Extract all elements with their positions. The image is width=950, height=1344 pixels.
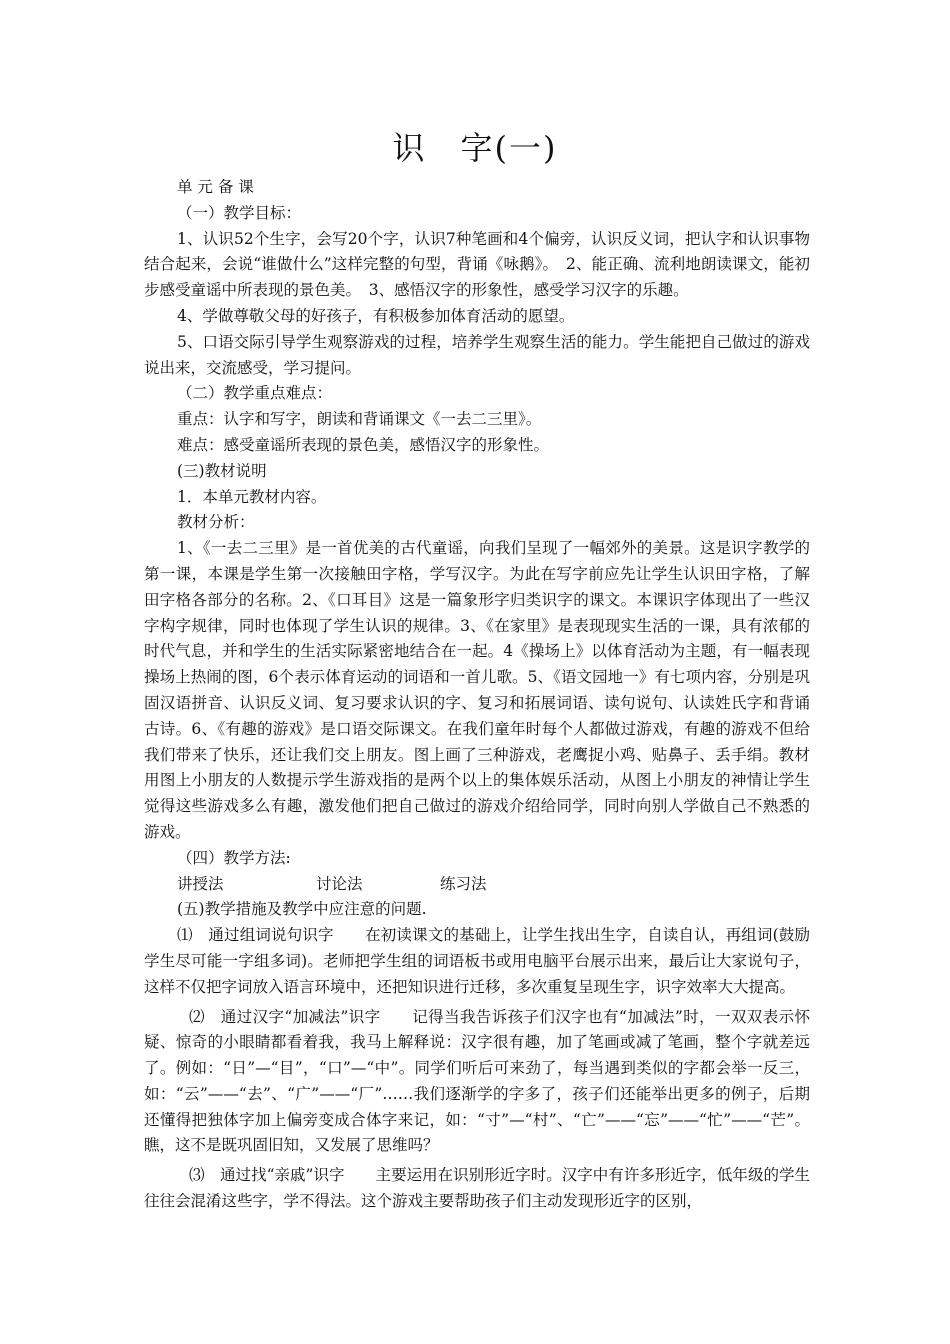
- materials-item: 1．本单元教材内容。: [177, 487, 327, 506]
- analysis-heading: 教材分析：: [177, 513, 255, 532]
- section-heading-objectives: （一）教学目标：: [177, 203, 302, 222]
- methods-row: [144, 872, 810, 898]
- objective-paragraph: 4、学做尊敬父母的好孩子，有积极参加体育活动的愿望。: [177, 306, 575, 325]
- section-heading-measures: (五)教学措施及教学中应注意的问题.: [177, 900, 427, 919]
- measure-paragraph: ⑶ 通过找“亲戚”识字 主要运用在识别形近字时。汉字中有许多形近字，低年级的学生往往会混淆这些字，学不得法。这个游戏主要帮助孩子们主动发现形近字的区别，: [144, 1166, 810, 1211]
- objective-paragraph: 1、认识52个生字，会写20个字，认识7种笔画和4个偏旁，认识反义词，把认字和认识事物结合起来，会说“谁做什么”这样完整的句型，背诵《咏鹅》。 2、能正确、流利地朗读课文，能初步感受童谣中所表现的景色美。 3、感悟汉字的形象性，感受学习汉字的乐趣。: [144, 229, 810, 300]
- analysis-paragraph: 1、《一去二三里》是一首优美的古代童谣，向我们呈现了一幅郊外的美景。这是识字教学的第一课，本课是学生第一次接触田字格，学写汉字。为此在写字前应先让学生认识田字格，了解田字格各部分的名称。2、《口耳目》这是一篇象形字归类识字的课文。本课识字体现出了一些汉字构字规律，同时也体现了学生认识的规律。3、《在家里》是表现现实生活的一课，具有浓郁的时代气息，并和学生的生活实际紧密地结合在一起。4《操场上》以体育活动为主题，有一幅表现操场上热闹的图，6个表示体育运动的词语和一首儿歌。5、《语文园地一》有七项内容，分别是巩固汉语拼音、认识反义词、复习要求认识的字、复习和拓展词语、读句说句、认读姓氏字和背诵古诗。6、《有趣的游戏》是口语交际课文。在我们童年时每个人都做过游戏，有趣的游戏不但给我们带来了快乐，还让我们交上朋友。图上画了三种游戏，老鹰捉小鸡、贴鼻子、丢手绢。教材用图上小朋友的人数提示学生游戏指的是两个以上的集体娱乐活动，从图上小朋友的神情让学生觉得这些游戏多么有趣，激发他们把自己做过的游戏介绍给同学，同时向别人学做自己不熟悉的游戏。: [144, 539, 810, 841]
- unit-heading: 单 元 备 课: [177, 178, 254, 196]
- objective-paragraph: 5、口语交际引导学生观察游戏的过程，培养学生观察生活的能力。学生能把自己做过的游戏说出来，交流感受，学习提问。: [144, 332, 810, 377]
- key-point-paragraph: 重点：认字和写字，朗读和背诵课文《一去二三里》。: [177, 410, 542, 429]
- difficulty-paragraph: 难点：感受童谣所表现的景色美，感悟汉字的形象性。: [177, 435, 550, 454]
- document-body: [144, 175, 810, 1215]
- measure-paragraph: ⑵ 通过汉字“加减法”识字 记得当我告诉孩子们汉字也有“加减法”时，一双双表示怀疑、惊奇的小眼睛都看着我，我马上解释说：汉字很有趣，加了笔画或减了笔画，整个字就差远了。例如：“日”—“目”，“口”—“中”。同学们听后可来劲了，每当遇到类似的字都会举一反三，如：“云”——“去”、“广”——“厂”……我们逐渐学的字多了，孩子们还能举出更多的例子，后期还懂得把独体字加上偏旁变成合体字来记，如：“寸”—“村”、“亡”——“忘”——“忙”——“芒”。瞧，这不是既巩固旧知，又发展了思维吗？: [144, 1007, 810, 1155]
- page-title: 识 字(一): [392, 129, 558, 167]
- method-item: 讨论法: [316, 874, 363, 893]
- measure-paragraph: ⑴ 通过组词说句识字 在初读课文的基础上，让学生找出生字，自读自认，再组词(鼓励学生尽可能一字组多词)。老师把学生组的词语板书或用电脑平台展示出来，最后让大家说句子，这样不仅把字词放入语言环境中，还把知识进行迁移，多次重复呈现生字，识字效率大大提高。: [144, 926, 810, 996]
- section-heading-key-points: （二）教学重点难点：: [177, 384, 333, 403]
- section-heading-materials: (三)教材说明: [177, 461, 267, 480]
- method-item: 练习法: [440, 874, 487, 893]
- section-heading-methods: （四）教学方法:: [177, 848, 291, 867]
- method-item: 讲授法: [177, 874, 224, 893]
